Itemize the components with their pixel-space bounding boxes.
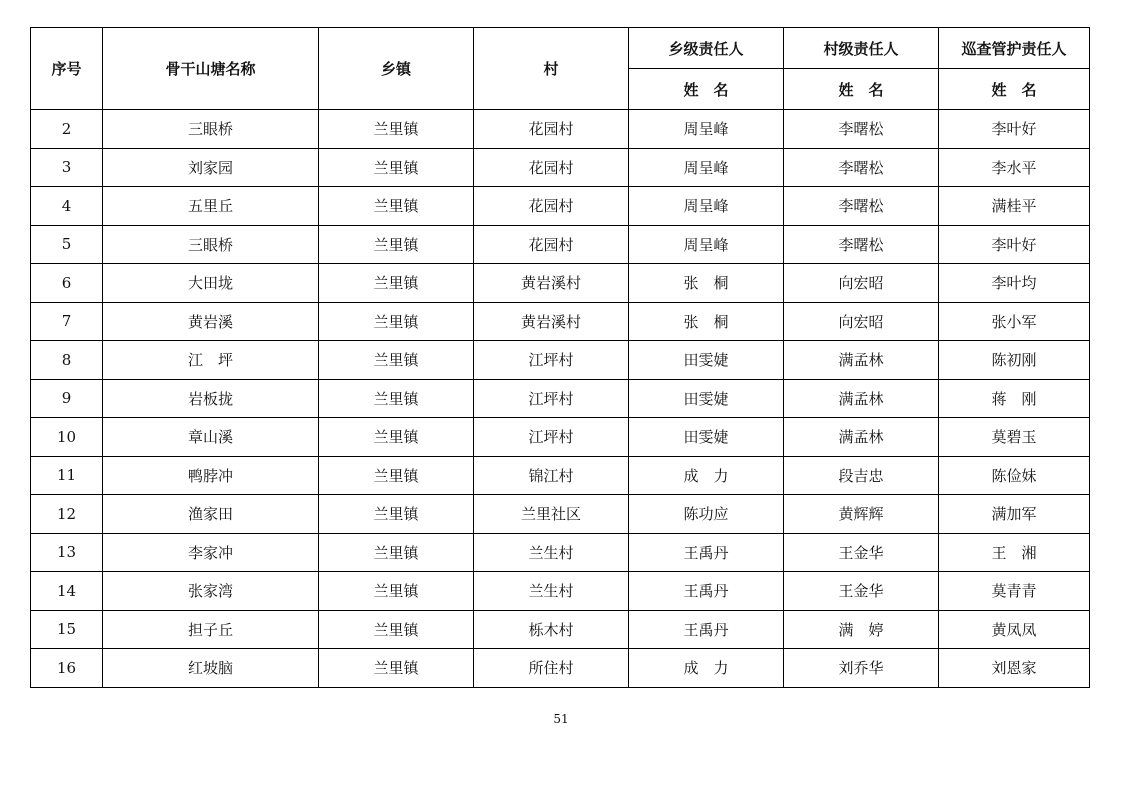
cell-village-responsible: 黄辉辉 xyxy=(784,495,939,534)
cell-village: 兰生村 xyxy=(474,533,629,572)
cell-village: 江坪村 xyxy=(474,341,629,380)
cell-seq: 14 xyxy=(31,572,103,611)
cell-town-responsible: 田雯婕 xyxy=(629,341,784,380)
table-row xyxy=(31,264,1090,303)
header-pond-name: 骨干山塘名称 xyxy=(103,28,319,110)
table-row xyxy=(31,456,1090,495)
cell-town-responsible: 张 桐 xyxy=(629,264,784,303)
cell-pond-name: 江 坪 xyxy=(103,341,319,380)
cell-pond-name: 五里丘 xyxy=(103,187,319,226)
header-name-label: 姓 名 xyxy=(939,69,1090,110)
cell-village-responsible: 满孟林 xyxy=(784,341,939,380)
cell-pond-name: 张家湾 xyxy=(103,572,319,611)
table-row xyxy=(31,572,1090,611)
header-town-responsible: 乡级责任人 xyxy=(629,28,784,69)
cell-village-responsible: 刘乔华 xyxy=(784,649,939,688)
cell-pond-name: 三眼桥 xyxy=(103,225,319,264)
cell-seq: 8 xyxy=(31,341,103,380)
cell-town-responsible: 王禹丹 xyxy=(629,610,784,649)
cell-patrol-responsible: 陈初刚 xyxy=(939,341,1090,380)
cell-village: 江坪村 xyxy=(474,379,629,418)
page-number: 51 xyxy=(553,712,569,726)
cell-town: 兰里镇 xyxy=(319,302,474,341)
cell-village-responsible: 李曙松 xyxy=(784,225,939,264)
table-row xyxy=(31,649,1090,688)
cell-seq: 6 xyxy=(31,264,103,303)
cell-seq: 9 xyxy=(31,379,103,418)
cell-pond-name: 大田垅 xyxy=(103,264,319,303)
cell-seq: 11 xyxy=(31,456,103,495)
cell-patrol-responsible: 张小军 xyxy=(939,302,1090,341)
table-row xyxy=(31,148,1090,187)
header-name-label: 姓 名 xyxy=(629,69,784,110)
cell-seq: 10 xyxy=(31,418,103,457)
table-row xyxy=(31,610,1090,649)
cell-pond-name: 三眼桥 xyxy=(103,110,319,149)
cell-town-responsible: 成 力 xyxy=(629,649,784,688)
cell-pond-name: 红坡脑 xyxy=(103,649,319,688)
cell-town: 兰里镇 xyxy=(319,610,474,649)
cell-pond-name: 章山溪 xyxy=(103,418,319,457)
cell-town-responsible: 陈功应 xyxy=(629,495,784,534)
cell-pond-name: 鸭脖冲 xyxy=(103,456,319,495)
cell-patrol-responsible: 陈俭妹 xyxy=(939,456,1090,495)
cell-patrol-responsible: 刘恩家 xyxy=(939,649,1090,688)
table-row xyxy=(31,418,1090,457)
table-row xyxy=(31,495,1090,534)
cell-seq: 15 xyxy=(31,610,103,649)
cell-town: 兰里镇 xyxy=(319,456,474,495)
cell-village: 兰生村 xyxy=(474,572,629,611)
header-village-responsible: 村级责任人 xyxy=(784,28,939,69)
cell-pond-name: 担子丘 xyxy=(103,610,319,649)
header-row-1 xyxy=(31,28,1090,69)
cell-village-responsible: 王金华 xyxy=(784,572,939,611)
cell-seq: 7 xyxy=(31,302,103,341)
cell-patrol-responsible: 黄凤凤 xyxy=(939,610,1090,649)
cell-town: 兰里镇 xyxy=(319,148,474,187)
cell-village: 花园村 xyxy=(474,110,629,149)
cell-village-responsible: 向宏昭 xyxy=(784,264,939,303)
cell-village: 栎木村 xyxy=(474,610,629,649)
cell-pond-name: 岩板拢 xyxy=(103,379,319,418)
table-row xyxy=(31,341,1090,380)
cell-patrol-responsible: 李叶好 xyxy=(939,110,1090,149)
cell-seq: 3 xyxy=(31,148,103,187)
cell-village-responsible: 满 婷 xyxy=(784,610,939,649)
cell-seq: 12 xyxy=(31,495,103,534)
cell-town: 兰里镇 xyxy=(319,264,474,303)
cell-town-responsible: 成 力 xyxy=(629,456,784,495)
cell-seq: 16 xyxy=(31,649,103,688)
header-seq: 序号 xyxy=(31,28,103,110)
cell-seq: 4 xyxy=(31,187,103,226)
table-row xyxy=(31,533,1090,572)
cell-seq: 2 xyxy=(31,110,103,149)
cell-town-responsible: 周呈峰 xyxy=(629,187,784,226)
cell-village: 黄岩溪村 xyxy=(474,264,629,303)
table-row xyxy=(31,225,1090,264)
cell-patrol-responsible: 李叶均 xyxy=(939,264,1090,303)
cell-patrol-responsible: 满加军 xyxy=(939,495,1090,534)
header-name-label: 姓 名 xyxy=(784,69,939,110)
cell-town: 兰里镇 xyxy=(319,110,474,149)
cell-village: 黄岩溪村 xyxy=(474,302,629,341)
cell-town-responsible: 周呈峰 xyxy=(629,225,784,264)
cell-village-responsible: 李曙松 xyxy=(784,187,939,226)
cell-town-responsible: 王禹丹 xyxy=(629,572,784,611)
cell-village: 花园村 xyxy=(474,187,629,226)
table-row xyxy=(31,379,1090,418)
table-row xyxy=(31,110,1090,149)
table-row xyxy=(31,187,1090,226)
cell-village: 花园村 xyxy=(474,148,629,187)
table-body xyxy=(31,110,1090,688)
cell-town: 兰里镇 xyxy=(319,495,474,534)
cell-town: 兰里镇 xyxy=(319,379,474,418)
cell-patrol-responsible: 李叶好 xyxy=(939,225,1090,264)
cell-village-responsible: 向宏昭 xyxy=(784,302,939,341)
cell-village: 锦江村 xyxy=(474,456,629,495)
cell-pond-name: 李家冲 xyxy=(103,533,319,572)
cell-town: 兰里镇 xyxy=(319,533,474,572)
cell-village-responsible: 李曙松 xyxy=(784,110,939,149)
cell-town: 兰里镇 xyxy=(319,341,474,380)
cell-village: 所住村 xyxy=(474,649,629,688)
cell-town: 兰里镇 xyxy=(319,187,474,226)
cell-village-responsible: 满孟林 xyxy=(784,418,939,457)
cell-seq: 13 xyxy=(31,533,103,572)
cell-village-responsible: 段吉忠 xyxy=(784,456,939,495)
cell-town: 兰里镇 xyxy=(319,649,474,688)
cell-village: 江坪村 xyxy=(474,418,629,457)
cell-town-responsible: 周呈峰 xyxy=(629,110,784,149)
cell-town-responsible: 田雯婕 xyxy=(629,418,784,457)
header-village: 村 xyxy=(474,28,629,110)
cell-pond-name: 刘家园 xyxy=(103,148,319,187)
header-patrol-responsible: 巡查管护责任人 xyxy=(939,28,1090,69)
cell-pond-name: 黄岩溪 xyxy=(103,302,319,341)
cell-patrol-responsible: 莫青青 xyxy=(939,572,1090,611)
cell-village-responsible: 王金华 xyxy=(784,533,939,572)
cell-patrol-responsible: 王 湘 xyxy=(939,533,1090,572)
cell-patrol-responsible: 李水平 xyxy=(939,148,1090,187)
cell-town: 兰里镇 xyxy=(319,225,474,264)
cell-patrol-responsible: 满桂平 xyxy=(939,187,1090,226)
cell-town-responsible: 周呈峰 xyxy=(629,148,784,187)
table-row xyxy=(31,302,1090,341)
cell-village-responsible: 满孟林 xyxy=(784,379,939,418)
cell-town: 兰里镇 xyxy=(319,418,474,457)
cell-village: 兰里社区 xyxy=(474,495,629,534)
cell-pond-name: 渔家田 xyxy=(103,495,319,534)
cell-patrol-responsible: 蒋 刚 xyxy=(939,379,1090,418)
cell-patrol-responsible: 莫碧玉 xyxy=(939,418,1090,457)
cell-town-responsible: 田雯婕 xyxy=(629,379,784,418)
cell-town-responsible: 王禹丹 xyxy=(629,533,784,572)
cell-village: 花园村 xyxy=(474,225,629,264)
pond-responsibility-table xyxy=(30,27,1090,688)
cell-town-responsible: 张 桐 xyxy=(629,302,784,341)
cell-town: 兰里镇 xyxy=(319,572,474,611)
cell-village-responsible: 李曙松 xyxy=(784,148,939,187)
cell-seq: 5 xyxy=(31,225,103,264)
header-town: 乡镇 xyxy=(319,28,474,110)
